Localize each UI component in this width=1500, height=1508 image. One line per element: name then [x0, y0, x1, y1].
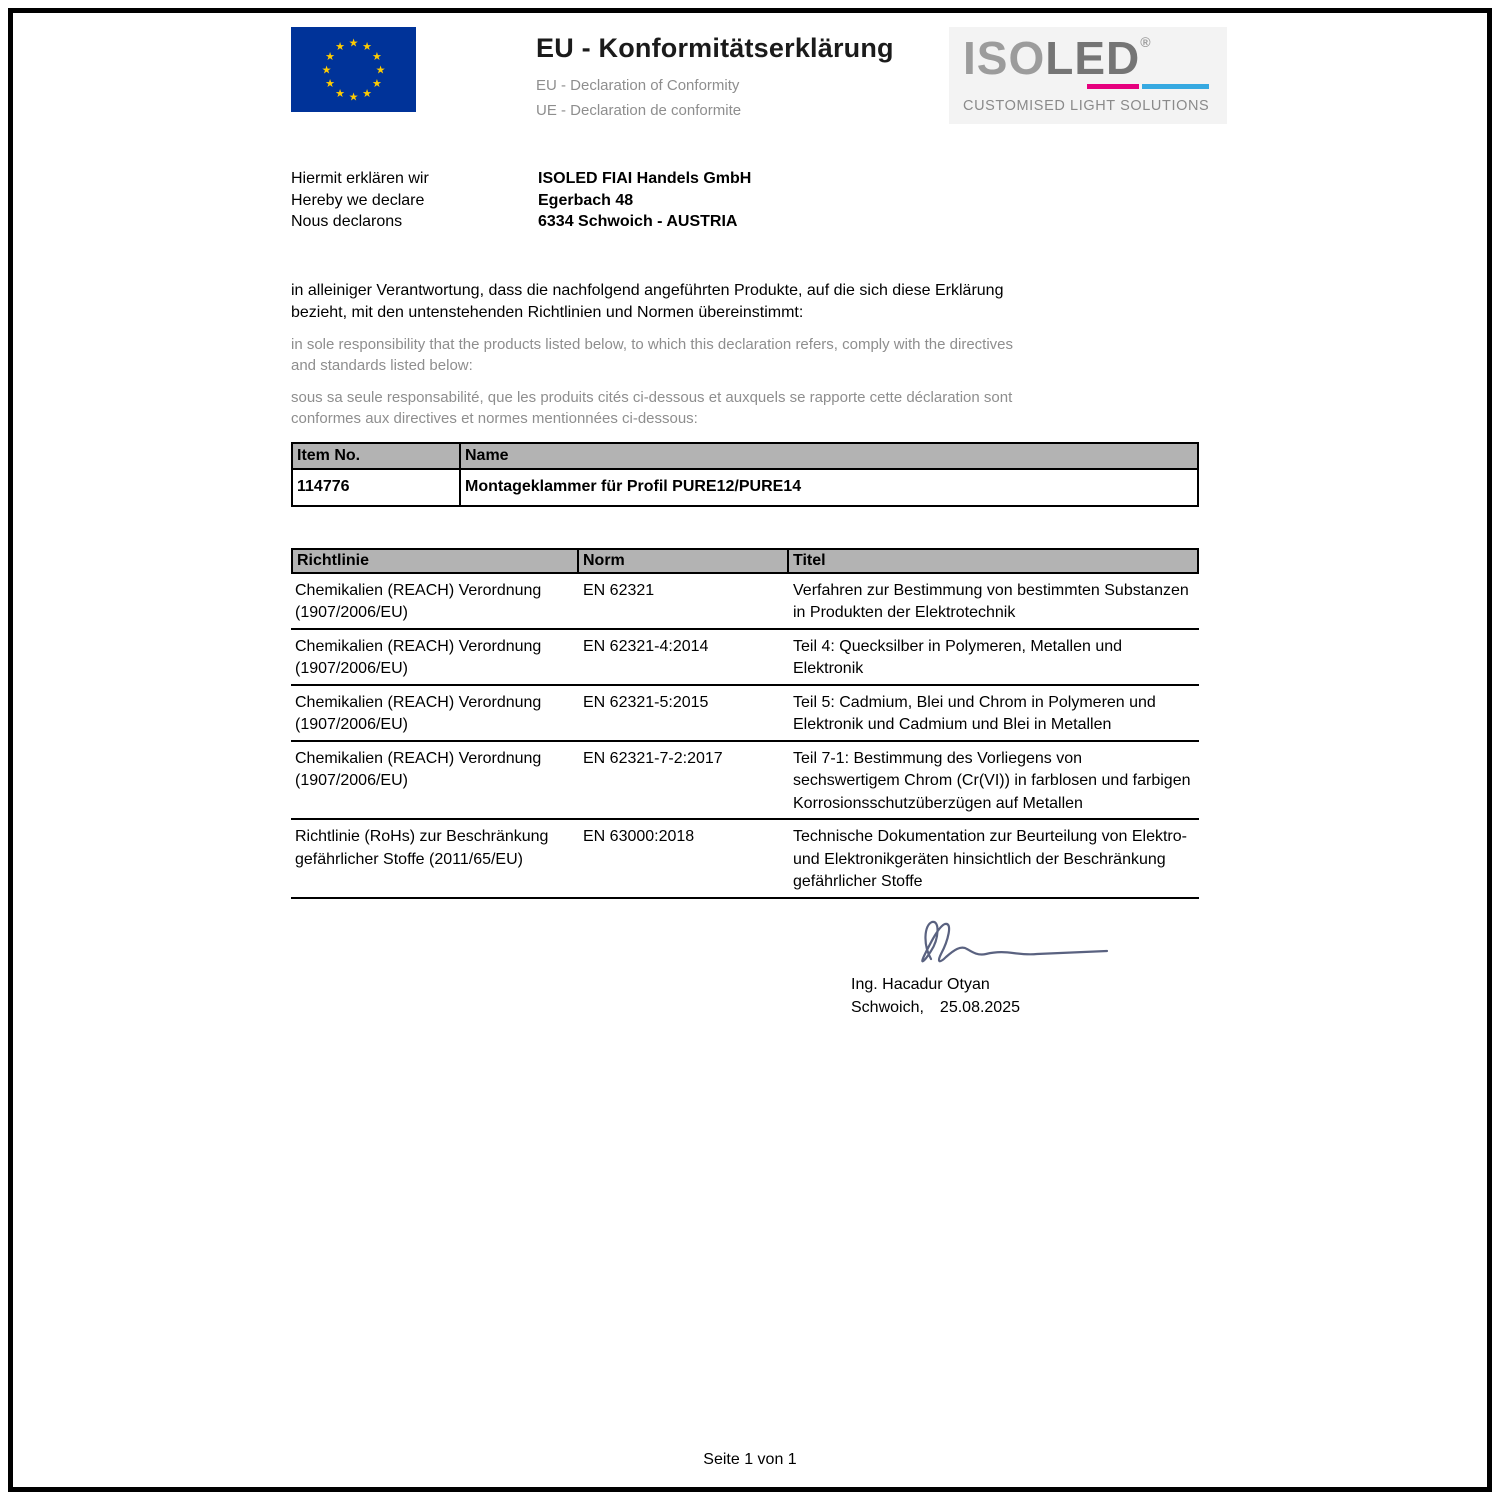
cell-titel: Teil 5: Cadmium, Blei und Chrom in Polymeren und Elektronik und Cadmium und Blei in Metallen — [793, 693, 1156, 733]
svg-text:★: ★ — [325, 50, 336, 63]
declaration-label-de: Hiermit erklären wir — [291, 170, 429, 187]
statement-de: in alleiniger Verantwortung, dass die nachfolgend angeführten Produkte, auf die sich diese Erklärung bezieht, mit den untenstehenden Richtlinien und Normen übereinstimmt: — [291, 281, 1004, 321]
title-block — [536, 27, 949, 119]
table-row — [291, 630, 1199, 686]
cell-richtlinie: Richtlinie (RoHs) zur Beschränkung gefährlicher Stoffe (2011/65/EU) — [295, 828, 549, 868]
svg-text:★: ★ — [362, 40, 372, 54]
company-name: ISOLED FIAI Handels GmbH — [538, 170, 752, 187]
svg-text:★: ★ — [375, 63, 386, 77]
cell-norm: EN 62321-4:2014 — [583, 637, 709, 655]
logo-color-bars — [963, 84, 1211, 89]
cell-richtlinie: Chemikalien (REACH) Verordnung (1907/2006/EU) — [295, 749, 542, 789]
statement-section — [291, 280, 1199, 430]
cell-richtlinie: Chemikalien (REACH) Verordnung (1907/2006/EU) — [295, 693, 542, 733]
logo-wordmark-iso: ISO — [963, 32, 1046, 84]
svg-text:★: ★ — [321, 63, 332, 77]
svg-text:★: ★ — [335, 86, 345, 100]
table-row — [291, 686, 1199, 742]
company-city: 6334 Schwoich - AUSTRIA — [538, 213, 738, 230]
standards-header-titel: Titel — [793, 551, 826, 569]
document-header — [291, 27, 1210, 124]
cell-norm: EN 62321-5:2015 — [583, 693, 709, 711]
signature-block — [851, 913, 1181, 1019]
table-row — [291, 820, 1199, 899]
logo-wordmark-led: LED — [1045, 32, 1141, 84]
table-row — [291, 742, 1199, 821]
company-address-block — [538, 168, 751, 233]
svg-text:★: ★ — [371, 50, 382, 63]
document-subtitle-en: EU - Declaration of Conformity — [536, 77, 740, 94]
standards-header-richtlinie: Richtlinie — [293, 550, 579, 572]
isoled-logo — [949, 27, 1227, 124]
signature-place: Schwoich, — [851, 998, 924, 1016]
document-content — [291, 27, 1210, 1019]
product-table-header-name: Name — [465, 446, 509, 464]
logo-wordmark — [963, 32, 1213, 84]
svg-text:★: ★ — [348, 90, 359, 104]
product-table-header-item: Item No. — [293, 444, 461, 468]
signature-date: 25.08.2025 — [939, 998, 1020, 1016]
product-table-header — [293, 444, 1197, 470]
cell-titel: Technische Dokumentation zur Beurteilung von Elektro- und Elektronikgeräten hinsichtlich der Beschränkung gefährlicher Stoffe — [793, 828, 1187, 890]
standards-table — [291, 548, 1199, 899]
logo-color-bar-cyan — [1142, 84, 1209, 89]
document-subtitle-fr: UE - Declaration de conformite — [536, 102, 742, 119]
signature-image — [869, 913, 1129, 971]
cell-richtlinie: Chemikalien (REACH) Verordnung (1907/2006/EU) — [295, 581, 542, 621]
svg-text:★: ★ — [325, 77, 336, 90]
logo-tagline: CUSTOMISED LIGHT SOLUTIONS — [963, 98, 1210, 114]
declaration-section — [291, 168, 1199, 233]
cell-titel: Verfahren zur Bestimmung von bestimmten Substanzen in Produkten der Elektrotechnik — [793, 581, 1189, 621]
statement-en: in sole responsibility that the products listed below, to which this declaration refers, comply with the directives and standards listed below: — [291, 335, 1014, 374]
table-row — [291, 574, 1199, 630]
svg-text:★: ★ — [371, 77, 382, 90]
registered-trademark-icon: ® — [1140, 34, 1152, 50]
product-item-no: 114776 — [293, 470, 461, 505]
declaration-label-fr: Nous declarons — [291, 213, 403, 230]
product-name: Montageklammer für Profil PURE12/PURE14 — [465, 477, 802, 495]
statement-fr: sous sa seule responsabilité, que les produits cités ci-dessous et auxquels se rapporte cette déclaration sont conformes aux directives et normes mentionnées ci-dessous: — [291, 388, 1013, 427]
signature-place-date — [851, 996, 1181, 1019]
svg-text:★: ★ — [335, 40, 345, 54]
cell-norm: EN 62321 — [583, 581, 655, 599]
page-frame — [8, 8, 1492, 1492]
cell-titel: Teil 7-1: Bestimmung des Vorliegens von sechswertigem Chrom (Cr(VI)) in farblosen und farbigen Korrosionsschutzüberzügen auf Metallen — [793, 749, 1191, 812]
cell-richtlinie: Chemikalien (REACH) Verordnung (1907/2006/EU) — [295, 637, 542, 677]
product-table — [291, 442, 1199, 507]
declaration-label-en: Hereby we declare — [291, 191, 425, 209]
cell-titel: Teil 4: Quecksilber in Polymeren, Metallen und Elektronik — [793, 637, 1123, 677]
declaration-labels — [291, 168, 538, 233]
signatory-name: Ing. Hacadur Otyan — [851, 975, 990, 993]
document-title: EU - Konformitätserklärung — [536, 33, 894, 63]
standards-header-norm: Norm — [579, 550, 789, 572]
cell-norm: EN 62321-7-2:2017 — [583, 749, 723, 767]
svg-text:★: ★ — [348, 36, 359, 50]
company-street: Egerbach 48 — [538, 191, 634, 209]
eu-flag-icon — [291, 27, 416, 112]
standards-table-header — [291, 548, 1199, 574]
product-table-row — [293, 470, 1197, 505]
logo-color-bar-magenta — [1087, 84, 1139, 89]
cell-norm: EN 63000:2018 — [583, 828, 695, 845]
page-number: Seite 1 von 1 — [703, 1451, 797, 1468]
svg-text:★: ★ — [362, 86, 372, 100]
